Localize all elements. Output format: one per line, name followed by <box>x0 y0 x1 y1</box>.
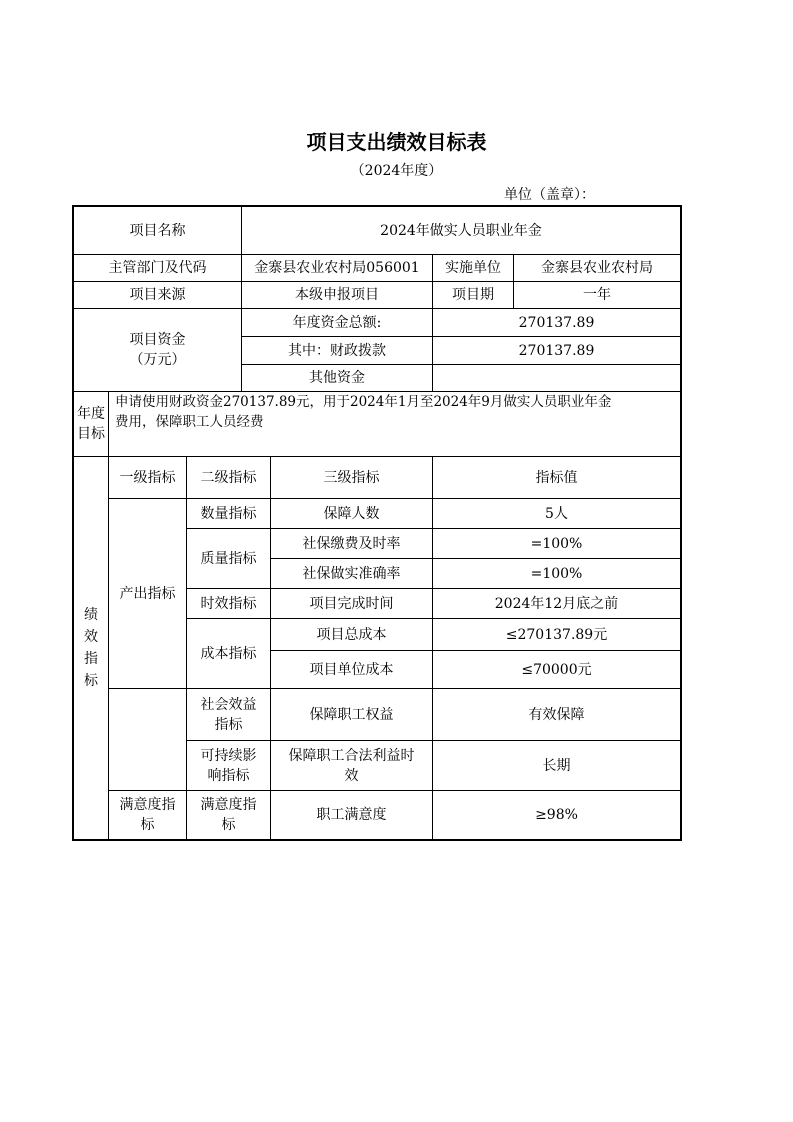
social-benefit-line1: 社会效益 <box>200 696 257 713</box>
sustainability-line2: 响指标 <box>207 767 250 784</box>
social-benefit-line2: 指标 <box>214 716 243 733</box>
table-row-name: 项目完成时间 <box>309 595 394 612</box>
table-row-value: =100% <box>530 565 583 582</box>
period-label: 项目期 <box>452 287 494 303</box>
quality-indicator-label: 质量指标 <box>200 550 257 567</box>
table-row-name <box>271 741 432 790</box>
funds-total-value: 270137.89 <box>518 314 595 331</box>
source-value: 本级申报项目 <box>295 287 379 303</box>
header-level3: 三级指标 <box>323 469 380 486</box>
performance-indicators-label <box>74 457 108 839</box>
satisfaction-level1-label <box>109 791 186 839</box>
quantity-indicator-label: 数量指标 <box>200 505 257 522</box>
funds-fiscal-value: 270137.89 <box>518 342 595 359</box>
table-row-value: ≥98% <box>535 807 578 823</box>
dept-label: 主管部门及代码 <box>108 260 207 276</box>
table-row-name: 项目总成本 <box>316 626 387 643</box>
funds-other-value <box>433 365 680 391</box>
satisfaction-l1-line1: 满意度指 <box>119 797 176 813</box>
output-indicator-label: 产出指标 <box>119 585 176 602</box>
table-row-name: 保障人数 <box>323 505 380 522</box>
table-row-value: ≤70000元 <box>521 661 592 678</box>
table-row-name: 社保缴费及时率 <box>302 535 401 552</box>
table-row-value: ≤270137.89元 <box>505 626 608 643</box>
header-value: 指标值 <box>535 469 578 486</box>
sustainability-indicator-label <box>187 741 270 790</box>
source-label: 项目来源 <box>129 287 186 303</box>
table-row-value: 有效保障 <box>528 706 585 723</box>
funds-label-line1: 项目资金 <box>129 332 186 348</box>
funds-fiscal-label: 其中：财政拨款 <box>288 342 386 359</box>
indicators-label-char: 指 <box>84 651 98 667</box>
funds-label-line2: （万元） <box>129 352 186 368</box>
table-row-name: 社保做实准确率 <box>302 565 401 582</box>
indicators-label-char: 标 <box>84 673 98 689</box>
social-benefit-indicator-label <box>187 689 270 740</box>
page-title: 项目支出绩效目标表 <box>306 130 487 154</box>
funds-total-label: 年度资金总额: <box>292 314 382 331</box>
sustain-name-line1: 保障职工合法利益时 <box>288 747 415 764</box>
annual-goal-label-line1: 年度 <box>77 406 105 422</box>
indicators-label-char: 效 <box>84 629 98 645</box>
header-level2: 二级指标 <box>200 469 257 486</box>
funds-other-label: 其他资金 <box>309 370 365 386</box>
satisfaction-l2-line2: 标 <box>221 817 236 833</box>
annual-goal-label-line2: 目标 <box>77 426 105 442</box>
timeliness-indicator-label: 时效指标 <box>200 595 257 612</box>
unit-stamp-label: 单位（盖章）： <box>504 187 595 203</box>
impl-unit-value: 金寨县农业农村局 <box>541 260 653 276</box>
table-row-value: 长期 <box>542 757 571 774</box>
table-row-name: 职工满意度 <box>316 807 387 823</box>
table-row-name: 项目单位成本 <box>309 661 394 678</box>
satisfaction-level2-label <box>187 791 270 839</box>
header-level1: 一级指标 <box>119 469 176 486</box>
impl-unit-label: 实施单位 <box>445 260 501 276</box>
year-subtitle: （2024年度） <box>350 163 443 179</box>
annual-goal-label <box>74 392 108 456</box>
annual-goal-text <box>109 392 680 456</box>
table-row-value: =100% <box>530 535 583 552</box>
cost-indicator-label: 成本指标 <box>200 645 257 662</box>
annual-goal-text-line2: 费用，保障职工人员经费 <box>115 414 264 430</box>
period-value: 一年 <box>583 287 611 303</box>
funds-label <box>74 309 241 391</box>
project-name-label: 项目名称 <box>129 222 186 239</box>
annual-goal-text-line1: 申请使用财政资金270137.89元，用于2024年1月至2024年9月做实人员职业年金 <box>115 394 612 410</box>
project-name-value: 2024年做实人员职业年金 <box>380 222 542 239</box>
satisfaction-l1-line2: 标 <box>140 817 155 833</box>
indicators-label-char: 绩 <box>84 607 98 623</box>
dept-value: 金寨县农业农村局056001 <box>254 260 420 276</box>
satisfaction-l2-line1: 满意度指 <box>200 797 257 813</box>
sustainability-line1: 可持续影 <box>200 747 257 764</box>
sustain-name-line2: 效 <box>344 767 359 784</box>
table-row-value: 5人 <box>545 505 568 522</box>
table-row-value: 2024年12月底之前 <box>494 595 619 612</box>
table-row-name: 保障职工权益 <box>309 706 394 723</box>
